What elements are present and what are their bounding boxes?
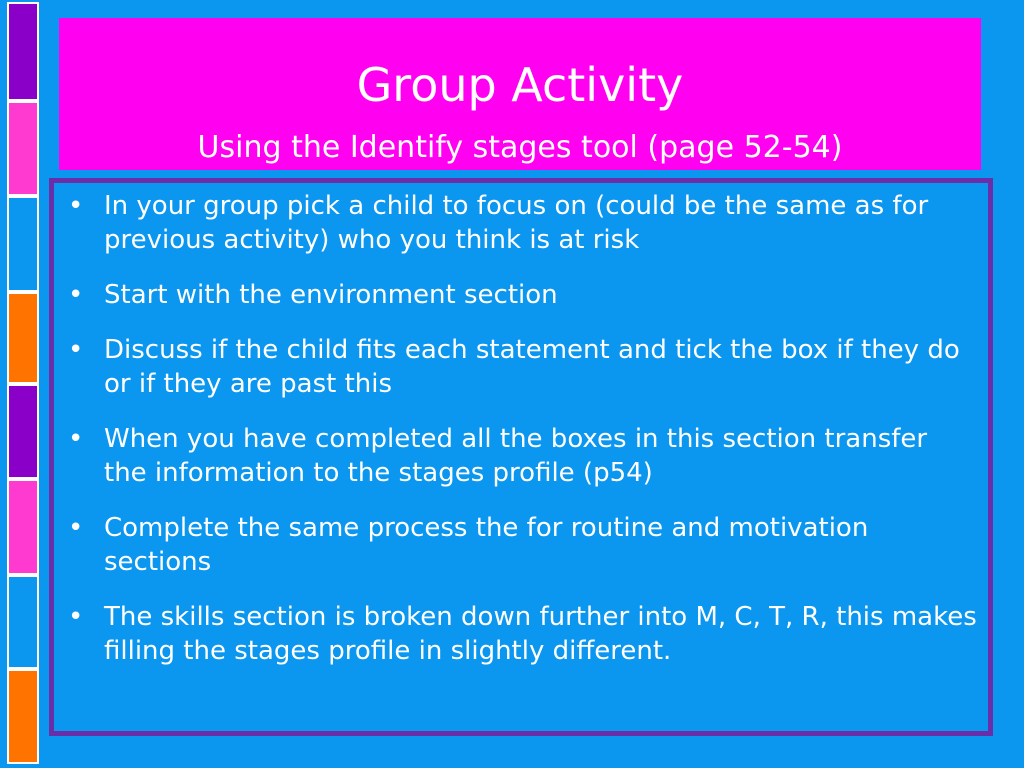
bullet-dot: • <box>68 280 84 310</box>
bullet-item <box>62 600 977 668</box>
bullet-dot: • <box>68 602 84 632</box>
bullet-text: Complete the same process the for routine and motivation sections <box>104 513 869 577</box>
bullet-item <box>62 333 977 401</box>
stripe-block-orange <box>7 669 39 764</box>
stripe-block-purple <box>7 384 39 479</box>
decorative-color-stripe <box>0 0 44 768</box>
bullet-list <box>62 189 977 689</box>
bullet-item <box>62 278 977 312</box>
stripe-block-pink <box>7 479 39 575</box>
slide-header <box>59 18 981 170</box>
bullet-dot: • <box>68 191 84 221</box>
bullet-item <box>62 189 977 257</box>
bullet-text: Discuss if the child fits each statement and tick the box if they do or if they are past this <box>104 335 960 399</box>
stripe-block-orange <box>7 292 39 384</box>
bullet-text: Start with the environment section <box>104 280 558 310</box>
slide-subtitle: Using the Identify stages tool (page 52-54) <box>197 130 843 165</box>
content-box <box>49 178 993 736</box>
bullet-text: In your group pick a child to focus on (could be the same as for previous activity) who you think is at risk <box>104 191 929 255</box>
bullet-dot: • <box>68 513 84 543</box>
bullet-dot: • <box>68 424 84 454</box>
bullet-text: The skills section is broken down further into M, C, T, R, this makes filling the stages profile in slightly different. <box>104 602 977 666</box>
stripe-block-purple <box>7 2 39 101</box>
bullet-item <box>62 422 977 490</box>
bullet-text: When you have completed all the boxes in this section transfer the information to the stages profile (p54) <box>104 424 928 488</box>
bullet-dot: • <box>68 335 84 365</box>
stripe-block-blue <box>7 575 39 669</box>
stripe-block-pink <box>7 101 39 196</box>
bullet-item <box>62 511 977 579</box>
stripe-block-blue <box>7 196 39 292</box>
slide-title: Group Activity <box>356 58 684 112</box>
